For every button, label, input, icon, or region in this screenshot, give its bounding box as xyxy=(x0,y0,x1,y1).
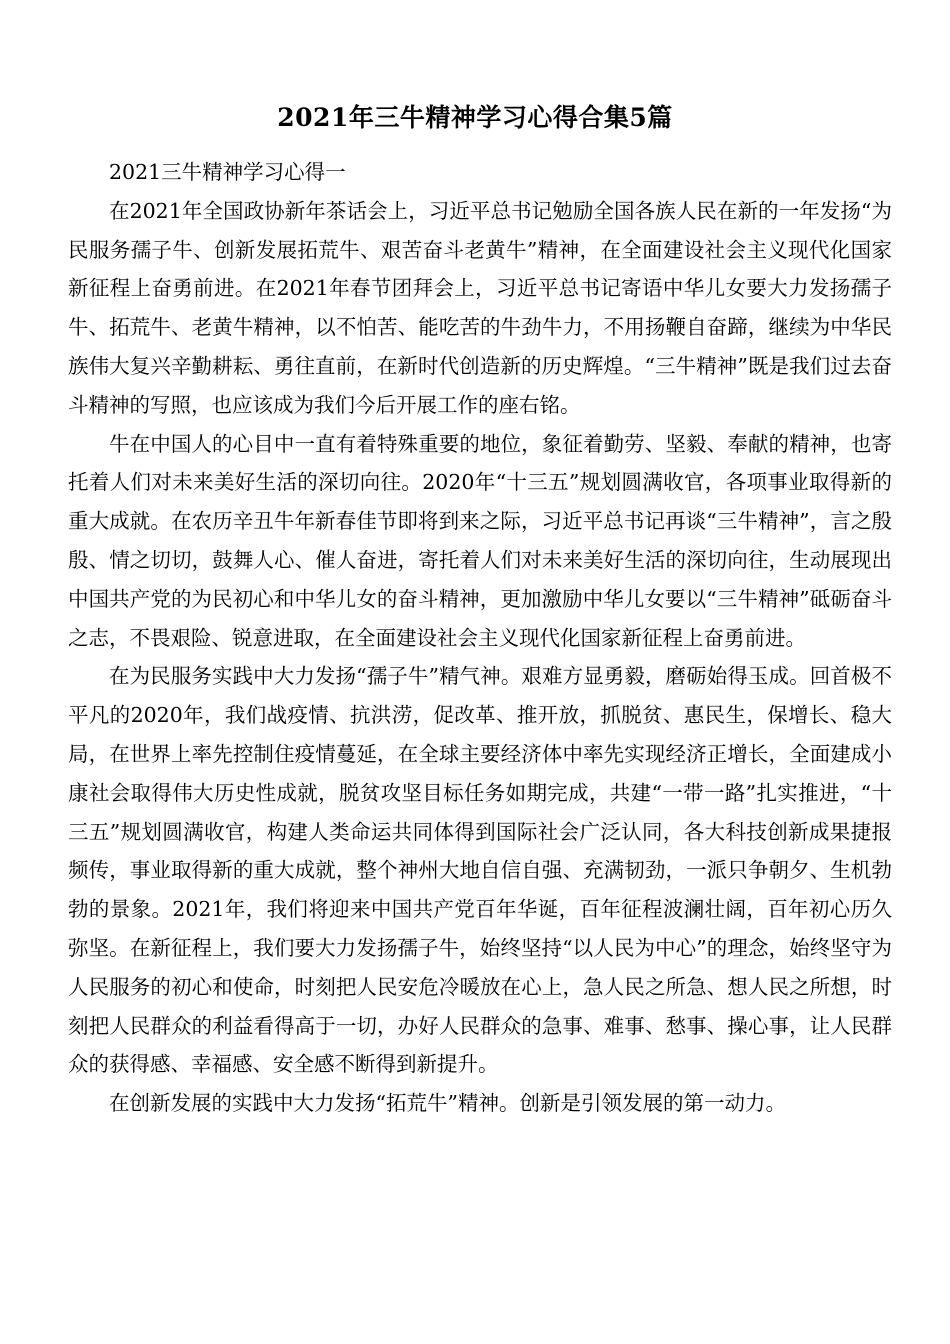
paragraph-1: 在2021年全国政协新年茶话会上，习近平总书记勉励全国各族人民在新的一年发扬“为民服务孺子牛、创新发展拓荒牛、艰苦奋斗老黄牛”精神，在全面建设社会主义现代化国家新征程上奋勇前进。在2021年春节团拜会上，习近平总书记寄语中华儿女要大力发扬孺子牛、拓荒牛、老黄牛精神，以不怕苦、能吃苦的牛劲牛力，不用扬鞭自奋蹄，继续为中华民族伟大复兴辛勤耕耘、勇往直前，在新时代创造新的历史辉煌。“三牛精神”既是我们过去奋斗精神的写照，也应该成为我们今后开展工作的座右铭。 xyxy=(68,198,892,417)
section-heading: 2021三牛精神学习心得一 xyxy=(109,160,346,184)
paragraph-4: 在创新发展的实践中大力发扬“拓荒牛”精神。创新是引领发展的第一动力。 xyxy=(109,1091,786,1116)
document-body xyxy=(68,153,892,1123)
paragraph-2: 牛在中国人的心目中一直有着特殊重要的地位，象征着勤劳、坚毅、奉献的精神，也寄托着人们对未来美好生活的深切向往。2020年“十三五”规划圆满收官，各项事业取得新的重大成就。在农历辛丑牛年新春佳节即将到来之际，习近平总书记再谈“三牛精神”，言之殷殷、情之切切，鼓舞人心、催人奋进，寄托着人们对未来美好生活的深切向往，生动展现出中国共产党的为民初心和中华儿女的奋斗精神，更加激励中华儿女要以“三牛精神”砥砺奋斗之志，不畏艰险、锐意进取，在全面建设社会主义现代化国家新征程上奋勇前进。 xyxy=(68,431,892,650)
document-title: 2021年三牛精神学习心得合集5篇 xyxy=(277,103,673,132)
paragraph-3: 在为民服务实践中大力发扬“孺子牛”精气神。艰难方显勇毅，磨砺始得玉成。回首极不平凡的2020年，我们战疫情、抗洪涝，促改革、推开放，抓脱贫、惠民生，保增长、稳大局，在世界上率先控制住疫情蔓延，在全球主要经济体中率先实现经济正增长，全面建成小康社会取得伟大历史性成就，脱贫攻坚目标任务如期完成，共建“一带一路”扎实推进，“十三五”规划圆满收官，构建人类命运共同体得到国际社会广泛认同，各大科技创新成果捷报频传，事业取得新的重大成就，整个神州大地自信自强、充满韧劲，一派只争朝夕、生机勃勃的景象。2021年，我们将迎来中国共产党百年华诞，百年征程波澜壮阔，百年初心历久弥坚。在新征程上，我们要大力发扬孺子牛，始终坚持“以人民为中心”的理念，始终坚守为人民服务的初心和使命，时刻把人民安危冷暖放在心上，急人民之所急、想人民之所想，时刻把人民群众的利益看得高于一切，办好人民群众的急事、难事、愁事、操心事，让人民群众的获得感、幸福感、安全感不断得到新提升。 xyxy=(68,664,892,1077)
